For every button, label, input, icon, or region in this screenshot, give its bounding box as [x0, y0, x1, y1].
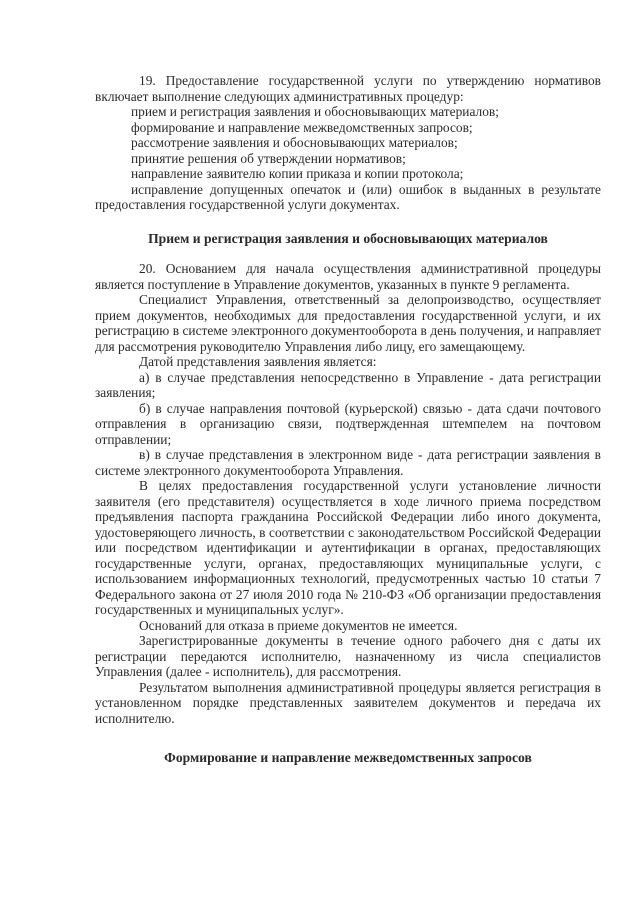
section-20-paragraph: 20. Основанием для начала осуществления административной процедуры является поступление в Управление документов, указанных в пункте 9 регламента.	[95, 261, 601, 292]
section-20-paragraph: б) в случае направления почтовой (курьерской) связью - дата сдачи почтового отправления в организацию связи, подтвержденная штемпелем на почтовом отправлении;	[95, 400, 601, 447]
section-20-paragraph: Зарегистрированные документы в течение одного рабочего дня с даты их регистрации передаются исполнителю, назначенному из числа специалистов Управления (далее - исполнитель), для рассмотрения.	[95, 633, 601, 679]
procedure-list-item: рассмотрение заявления и обосновывающих материалов;	[131, 135, 458, 150]
procedure-list-item: исправление допущенных опечаток и (или) ошибок в выданных в результате предоставления государственной услуги документах.	[95, 181, 601, 212]
procedure-list-item: прием и регистрация заявления и обосновывающих материалов;	[131, 104, 499, 119]
section-20-paragraph: а) в случае представления непосредственно в Управление - дата регистрации заявления;	[95, 369, 601, 400]
document-page	[95, 73, 601, 766]
section-heading-interagency-requests: Формирование и направление межведомственных запросов	[164, 750, 532, 765]
section-20-paragraph: Оснований для отказа в приеме документов не имеется.	[139, 617, 458, 633]
section-19-intro: 19. Предоставление государственной услуги по утверждению нормативов включает выполнение следующих административных процедур:	[95, 73, 601, 104]
section-20-paragraph: В целях предоставления государственной услуги установление личности заявителя (его представителя) осуществляется в ходе личного приема посредством предъявления паспорта гражданина Российской Федерации либо иного документа, удостоверяющего личность, в соответствии с законодательством Российской Федерации или посредством идентификации и аутентификации в органах, предоставляющих государственные услуги, органах, предоставляющих муниципальные услуги, с использованием информационных технологий, предусмотренных частью 10 статьи 7 Федерального закона от 27 июля 2010 года № 210-ФЗ «Об организации предоставления государственных и муниципальных услуг».	[95, 478, 601, 617]
section-20-paragraph: Датой представления заявления является:	[139, 354, 377, 369]
section-20-paragraph: Результатом выполнения административной процедуры является регистрация в установленном порядке представленных заявителем документов и передача их исполнителю.	[95, 679, 601, 726]
section-20-paragraph: в) в случае представления в электронном виде - дата регистрации заявления в системе электронного документооборота Управления.	[95, 447, 601, 478]
procedure-list-item: направление заявителю копии приказа и копии протокола;	[131, 166, 464, 181]
section-20-paragraph: Специалист Управления, ответственный за делопроизводство, осуществляет прием документов, необходимых для предоставления государственной услуги, и их регистрацию в системе электронного документооборота в день получения, и направляет для рассмотрения руководителю Управления либо лицу, его замещающему.	[95, 292, 601, 354]
procedure-list-item: принятие решения об утверждении нормативов;	[131, 150, 406, 166]
procedure-list-item: формирование и направление межведомственных запросов;	[131, 119, 473, 135]
section-heading-reception: Прием и регистрация заявления и обосновывающих материалов	[148, 230, 548, 246]
